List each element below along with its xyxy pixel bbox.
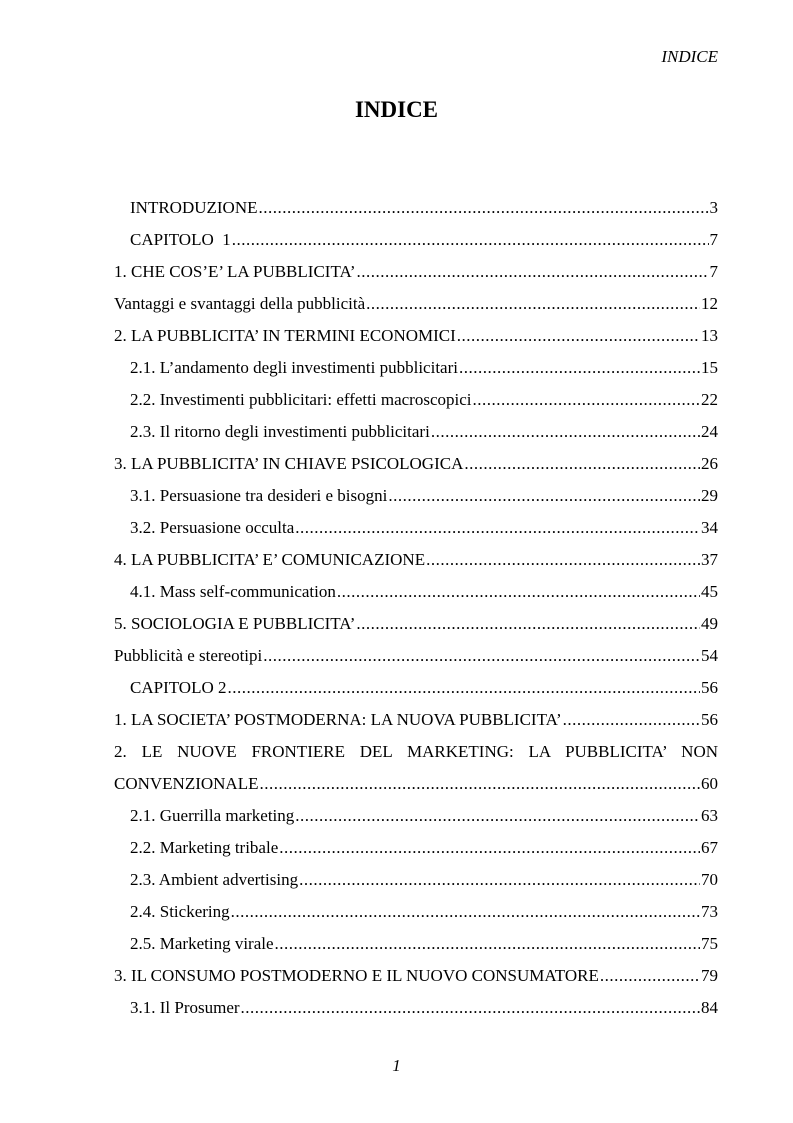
toc-entry-title: 3.1. Persuasione tra desideri e bisogni [130, 486, 388, 505]
toc-entry[interactable] [114, 928, 718, 960]
toc-entry-page: 22 [701, 390, 718, 409]
toc-entry-title: 4. LA PUBBLICITA’ E’ COMUNICAZIONE [114, 550, 426, 569]
toc-entry-page: 56 [701, 678, 718, 697]
toc-entry-title: 2.3. Ambient advertising [130, 870, 299, 889]
toc-leader [295, 800, 700, 832]
toc-leader [228, 672, 701, 704]
toc-entry-title: 2.1. Guerrilla marketing [130, 806, 295, 825]
toc-entry-page: 49 [701, 614, 718, 633]
toc-leader [232, 224, 709, 256]
toc-leader [275, 928, 700, 960]
toc-entry-page: 60 [701, 774, 718, 793]
toc-entry[interactable] [114, 640, 718, 672]
toc-entry-title: 1. CHE COS’E’ LA PUBBLICITA’ [114, 262, 356, 281]
toc-entry[interactable] [114, 832, 718, 864]
toc-leader [464, 448, 700, 480]
toc-leader [459, 352, 700, 384]
toc-entry-title-line2: CONVENZIONALE [114, 774, 259, 793]
toc-entry-title: 3. IL CONSUMO POSTMODERNO E IL NUOVO CONSUMATORE [114, 966, 599, 985]
toc-entry[interactable] [114, 704, 718, 736]
toc-leader [231, 896, 700, 928]
toc-entry-title: 2.1. L’andamento degli investimenti pubblicitari [130, 358, 458, 377]
toc-entry-title: 2.4. Stickering [130, 902, 230, 921]
toc-leader [263, 640, 700, 672]
toc-leader [366, 288, 700, 320]
toc-entry[interactable] [114, 416, 718, 448]
toc-entry-page: 70 [701, 870, 718, 889]
table-of-contents [114, 192, 718, 1024]
toc-leader [457, 320, 700, 352]
toc-entry-page: 34 [701, 518, 718, 537]
toc-leader [337, 576, 700, 608]
toc-entry-page: 63 [701, 806, 718, 825]
toc-leader [600, 960, 700, 992]
page-number: 1 [392, 1056, 401, 1075]
toc-entry-page: 56 [701, 710, 718, 729]
toc-entry[interactable] [114, 576, 718, 608]
toc-entry[interactable] [114, 864, 718, 896]
toc-entry-title: 2.5. Marketing virale [130, 934, 274, 953]
toc-entry-page: 15 [701, 358, 718, 377]
toc-leader [258, 192, 708, 224]
toc-entry-page: 3 [709, 198, 718, 217]
toc-leader [472, 384, 700, 416]
toc-leader [356, 608, 700, 640]
toc-entry-page: 73 [701, 902, 718, 921]
toc-leader [279, 832, 700, 864]
toc-entry-page: 24 [701, 422, 718, 441]
toc-entry-title: 2.2. Investimenti pubblicitari: effetti macroscopici [130, 390, 472, 409]
running-header: INDICE [661, 47, 718, 66]
toc-entry-page: 7 [709, 230, 718, 249]
toc-entry-title: 2. LA PUBBLICITA’ IN TERMINI ECONOMICI [114, 326, 456, 345]
toc-entry-page: 45 [701, 582, 718, 601]
toc-entry[interactable] [114, 448, 718, 480]
toc-entry-title: 2.3. Il ritorno degli investimenti pubblicitari [130, 422, 430, 441]
toc-leader [259, 768, 700, 800]
toc-entry-title-line1: 2. LE NUOVE FRONTIERE DEL MARKETING: LA PUBBLICITA’ NON [114, 742, 718, 761]
toc-leader [241, 992, 700, 1024]
toc-entry-page: 29 [701, 486, 718, 505]
toc-entry[interactable] [114, 384, 718, 416]
toc-entry-page: 79 [701, 966, 718, 985]
toc-entry-title: Pubblicità e stereotipi [114, 646, 263, 665]
toc-leader [295, 512, 700, 544]
toc-leader [426, 544, 700, 576]
toc-entry[interactable] [114, 992, 718, 1024]
toc-entry[interactable] [114, 800, 718, 832]
toc-entry-title: INTRODUZIONE [130, 198, 258, 217]
toc-leader [299, 864, 700, 896]
toc-entry-page: 67 [701, 838, 718, 857]
toc-entry-page: 12 [701, 294, 718, 313]
toc-entry-title: CAPITOLO 1 [130, 230, 231, 249]
toc-entry-page: 84 [701, 998, 718, 1017]
toc-entry-page: 7 [709, 262, 718, 281]
toc-entry[interactable] [114, 352, 718, 384]
toc-entry[interactable] [114, 224, 718, 256]
toc-entry[interactable] [114, 192, 718, 224]
toc-entry-page: 75 [701, 934, 718, 953]
page-title: INDICE [354, 97, 439, 122]
toc-entry[interactable] [114, 512, 718, 544]
toc-entry[interactable] [114, 288, 718, 320]
toc-entry[interactable] [114, 896, 718, 928]
toc-entry-title: 3.2. Persuasione occulta [130, 518, 295, 537]
toc-leader [388, 480, 700, 512]
toc-entry[interactable] [114, 960, 718, 992]
toc-entry-page: 26 [701, 454, 718, 473]
toc-entry-title: 5. SOCIOLOGIA E PUBBLICITA’ [114, 614, 356, 633]
toc-entry-title: 3.1. Il Prosumer [130, 998, 240, 1017]
toc-leader [431, 416, 700, 448]
toc-entry-title: Vantaggi e svantaggi della pubblicità [114, 294, 366, 313]
toc-entry[interactable] [114, 320, 718, 352]
toc-entry-title: 2.2. Marketing tribale [130, 838, 279, 857]
toc-entry-page: 13 [701, 326, 718, 345]
toc-entry-title: 3. LA PUBBLICITA’ IN CHIAVE PSICOLOGICA [114, 454, 464, 473]
toc-entry-title: 1. LA SOCIETA’ POSTMODERNA: LA NUOVA PUBBLICITA’ [114, 710, 562, 729]
toc-entry[interactable] [114, 544, 718, 576]
toc-entry[interactable] [114, 608, 718, 640]
toc-entry[interactable] [114, 256, 718, 288]
toc-entry[interactable] [114, 480, 718, 512]
toc-entry-page: 37 [701, 550, 718, 569]
toc-leader [563, 704, 700, 736]
toc-entry[interactable] [114, 672, 718, 704]
toc-entry[interactable] [114, 736, 718, 800]
toc-leader [357, 256, 709, 288]
toc-entry-title: 4.1. Mass self-communication [130, 582, 336, 601]
toc-entry-title: CAPITOLO 2 [130, 678, 227, 697]
toc-entry-page: 54 [701, 646, 718, 665]
